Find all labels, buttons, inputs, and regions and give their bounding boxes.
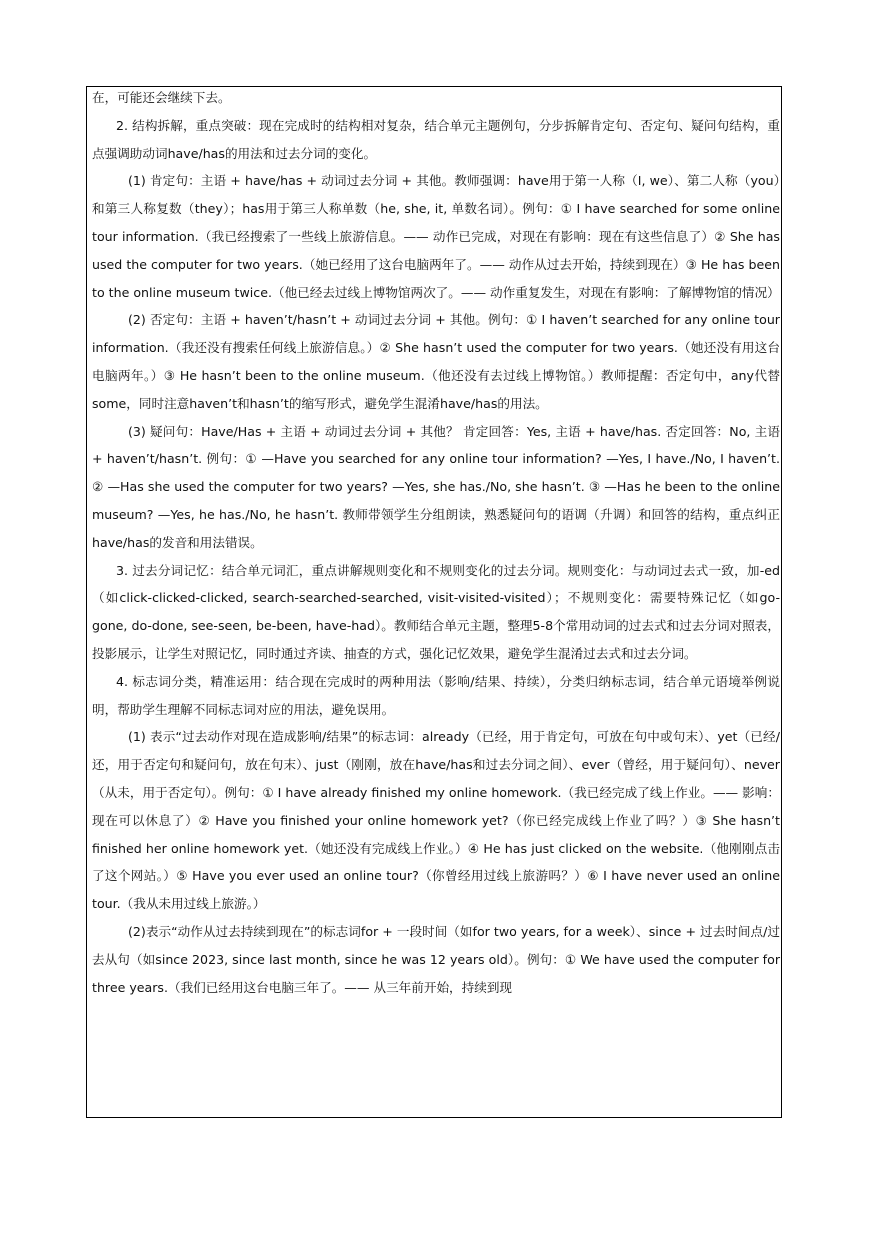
paragraph-negative: (2) 否定句：主语 + haven’t/hasn’t + 动词过去分词 + 其他。例句：① I haven’t searched for any online tour information.（我还没有搜索任何线上旅游信息。）② She hasn’t used the computer for two years.（她还没有用这台电脑两年。）③ He hasn’t been to the online museum.（他还没有去过线上博物馆。）教师提醒：否定句中，any代替some，同时注意haven’t和hasn’t的缩写形式，避免学生混淆have/has的用法。 xyxy=(92,312,780,411)
paragraph-signal-duration: (2)表示“动作从过去持续到现在”的标志词for + 一段时间（如for two years, for a week）、since + 过去时间点/过去从句（如since 2023, since last month, since he was 12 years old）。例句：① We have used the computer for three years.（我们已经用这台电脑三年了。—— 从三年前开始，持续到现 xyxy=(92,923,780,995)
paragraph-past-participle: 3. 过去分词记忆：结合单元词汇，重点讲解规则变化和不规则变化的过去分词。规则变化：与动词过去式一致，加-ed（如click-clicked-clicked, search-searched-searched, visit-visited-visited）；不规则变化：需要特殊记忆（如go-gone, do-done, see-seen, be-been, have-had）。教师结合单元主题，整理5-8个常用动词的过去式和过去分词对照表，投影展示，让学生对照记忆，同时通过齐读、抽查的方式，强化记忆效果，避免学生混淆过去式和过去分词。 xyxy=(92,562,780,661)
paragraph-affirmative: (1) 肯定句：主语 + have/has + 动词过去分词 + 其他。教师强调：have用于第一人称（I, we）、第二人称（you）和第三人称复数（they）；has用于第三人称单数（he, she, it, 单数名词）。例句：① I have searched for some online tour information.（我已经搜索了一些线上旅游信息。—— 动作已完成，对现在有影响：现在有这些信息了）② She has used the computer for two years.（她已经用了这台电脑两年了。—— 动作从过去开始，持续到现在）③ He has been to the online museum twice.（他已经去过线上博物馆两次了。—— 动作重复发生，对现在有影响：了解博物馆的情况） xyxy=(92,173,780,300)
document-body xyxy=(92,84,780,1001)
paragraph-interrogative: (3) 疑问句：Have/Has + 主语 + 动词过去分词 + 其他？ 肯定回答：Yes, 主语 + have/has. 否定回答：No, 主语 + haven’t/hasn’t. 例句：① —Have you searched for any online tour information? —Yes, I have./No, I haven’t. ② —Has she used the computer for two years? —Yes, she has./No, she hasn’t. ③ —Has he been to the online museum? —Yes, he has./No, he hasn’t. 教师带领学生分组朗读，熟悉疑问句的语调（升调）和回答的结构，重点纠正have/has的发音和用法错误。 xyxy=(92,423,780,550)
paragraph-signal-words: 4. 标志词分类，精准运用：结合现在完成时的两种用法（影响/结果、持续），分类归纳标志词，结合单元语境举例说明，帮助学生理解不同标志词对应的用法，避免误用。 xyxy=(92,673,780,717)
paragraph-signal-result: (1) 表示“过去动作对现在造成影响/结果”的标志词：already（已经，用于肯定句，可放在句中或句末）、yet（已经/还，用于否定句和疑问句，放在句末）、just（刚刚，放在have/has和过去分词之间）、ever（曾经，用于疑问句）、never（从未，用于否定句）。例句：① I have already finished my online homework.（我已经完成了线上作业。—— 影响：现在可以休息了）② Have you finished your online homework yet?（你已经完成线上作业了吗？）③ She hasn’t finished her online homework yet.（她还没有完成线上作业。）④ He has just clicked on the website.（他刚刚点击了这个网站。）⑤ Have you ever used an online tour?（你曾经用过线上旅游吗？）⑥ I have never used an online tour.（我从未用过线上旅游。） xyxy=(92,729,780,912)
paragraph-continuation: 在，可能还会继续下去。 xyxy=(92,90,231,105)
paragraph-structure-breakdown: 2. 结构拆解，重点突破：现在完成时的结构相对复杂，结合单元主题例句，分步拆解肯定句、否定句、疑问句结构，重点强调助动词have/has的用法和过去分词的变化。 xyxy=(92,117,780,161)
